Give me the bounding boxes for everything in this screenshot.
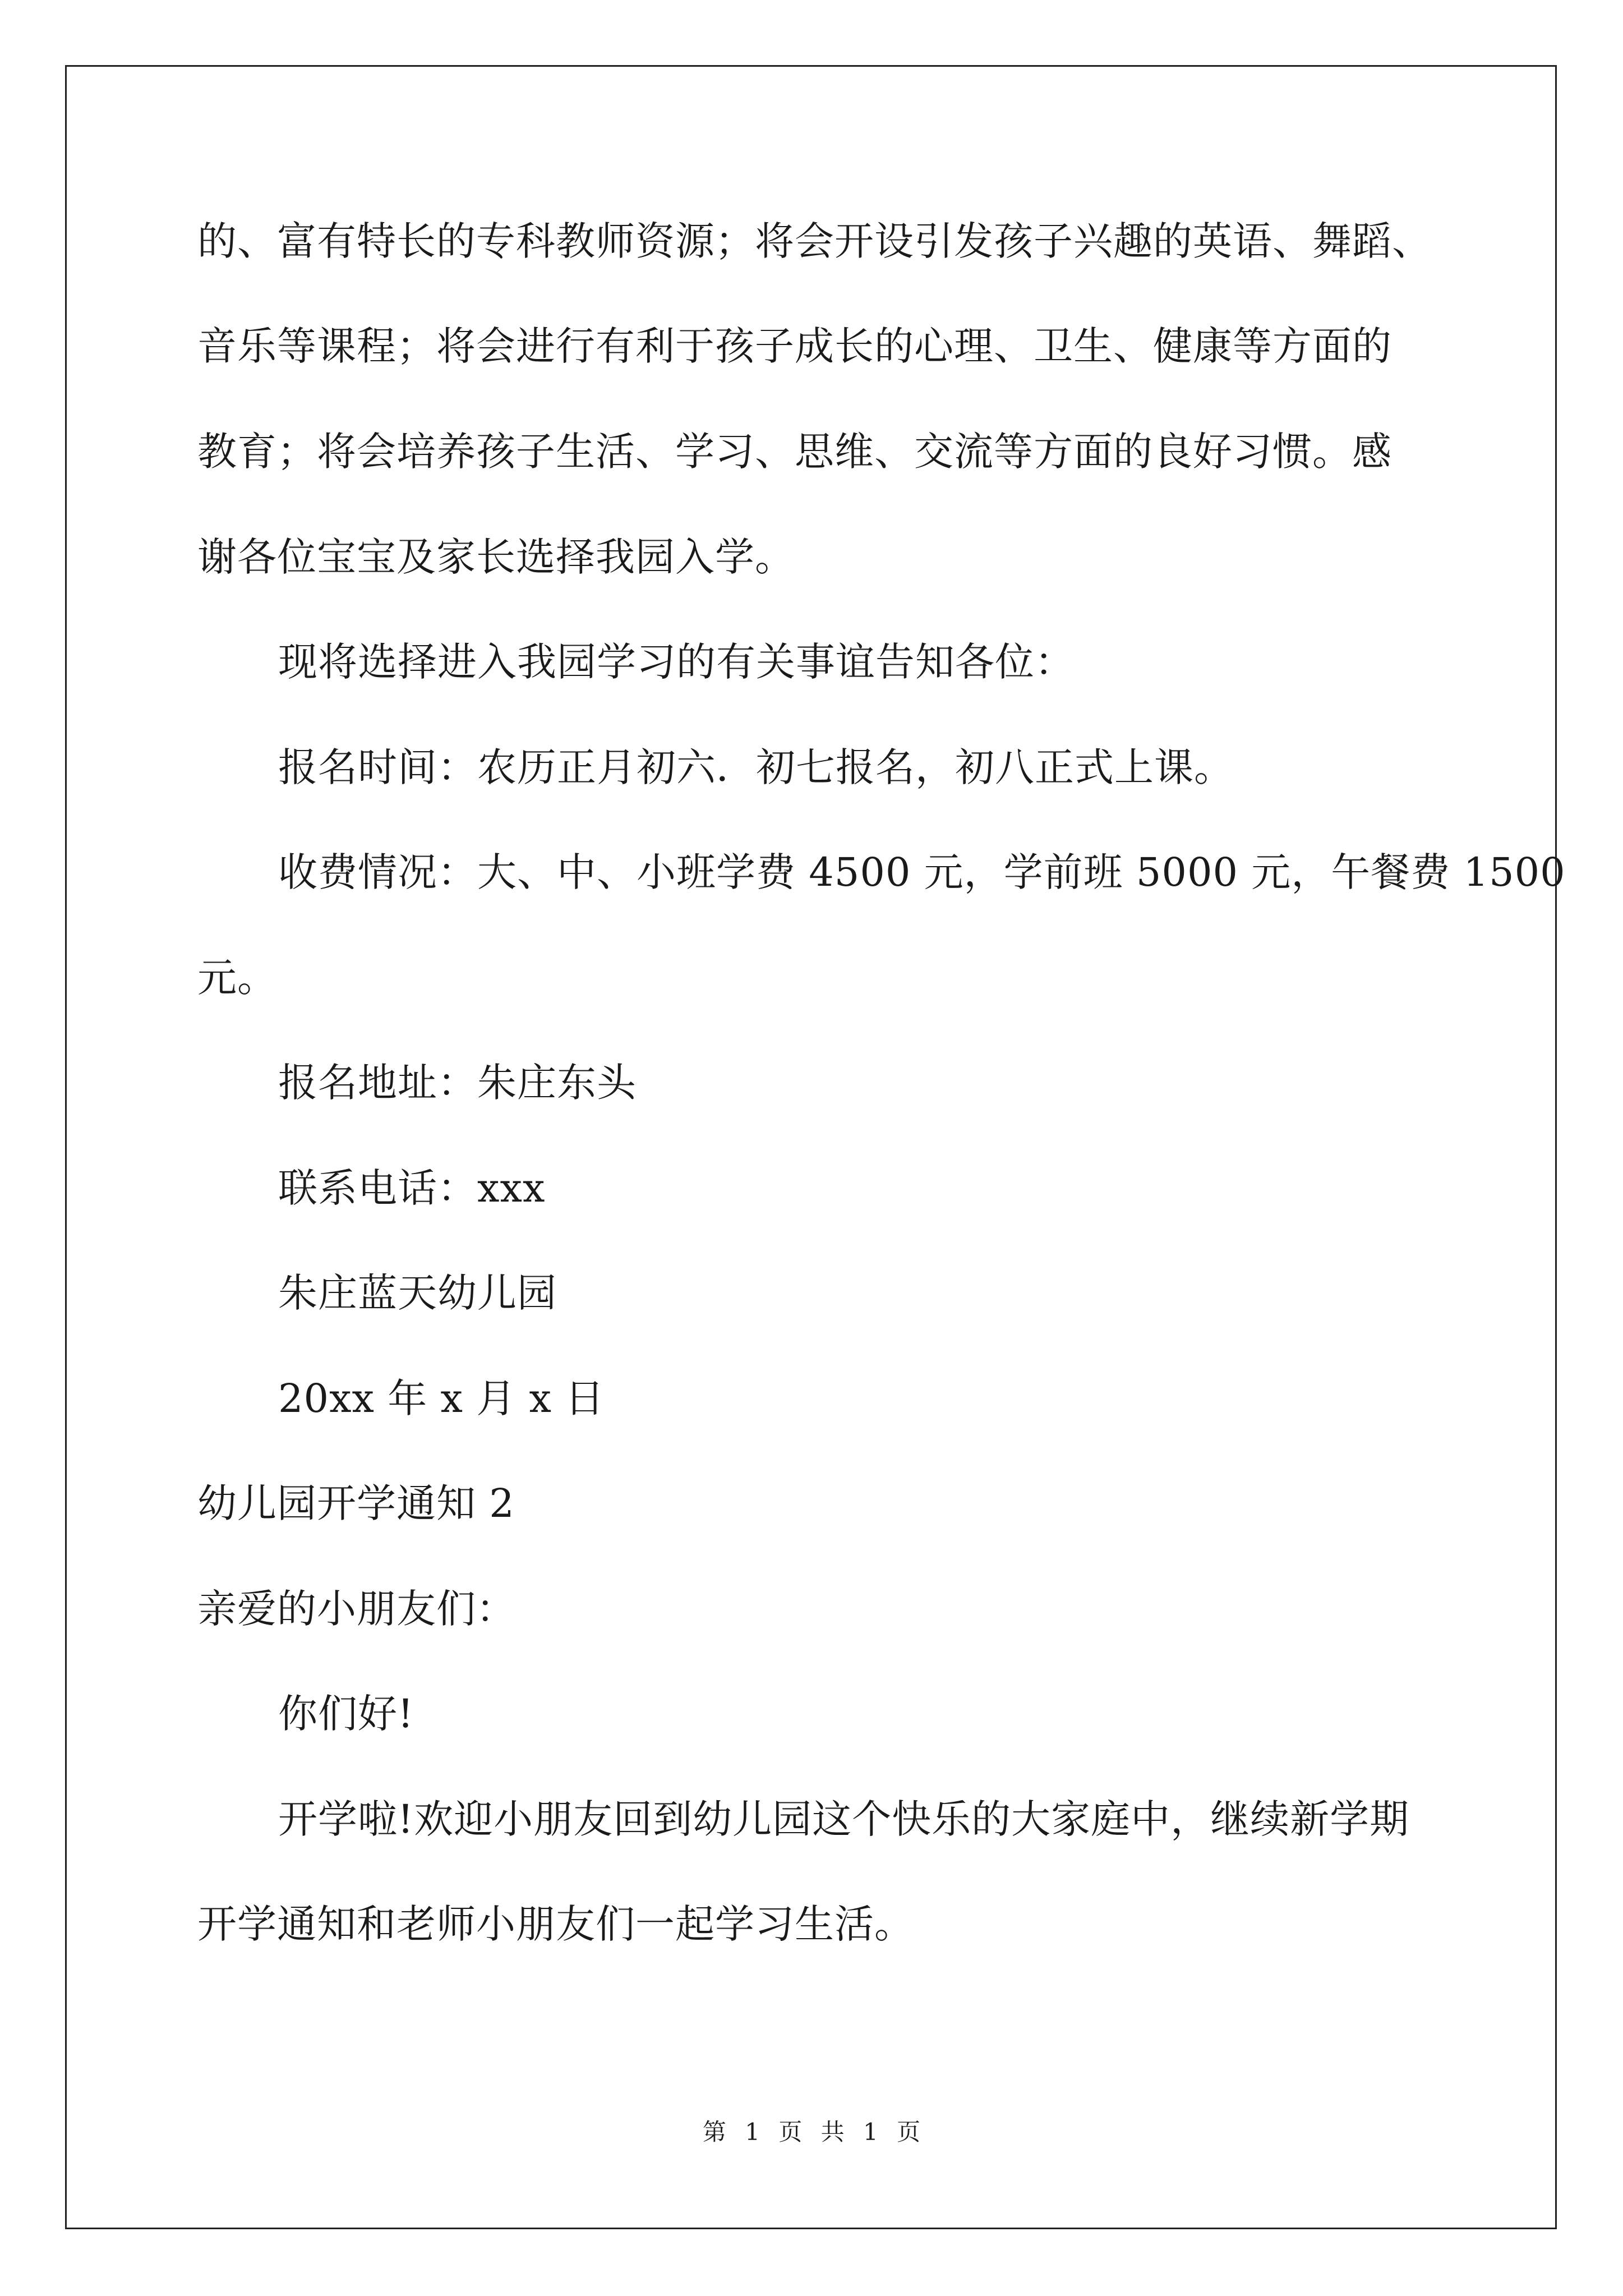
paragraph-line: 谢各位宝宝及家长选择我园入学。 <box>197 534 795 580</box>
contact-phone: 联系电话：xxx <box>278 1165 546 1211</box>
page-footer: 第 1 页 共 1 页 <box>702 2118 921 2146</box>
greeting: 亲爱的小朋友们： <box>197 1586 516 1632</box>
paragraph-line: 音乐等课程；将会进行有利于孩子成长的心理、卫生、健康等方面的 <box>197 323 1392 369</box>
paragraph-line: 教育；将会培养孩子生活、学习、思维、交流等方面的良好习惯。感 <box>197 429 1392 475</box>
intro-text: 现将选择进入我园学习的有关事谊告知各位： <box>278 639 1075 685</box>
paragraph-line: 开学啦!欢迎小朋友回到幼儿园这个快乐的大家庭中，继续新学期 <box>278 1796 1410 1842</box>
section-title: 幼儿园开学通知 2 <box>197 1480 515 1526</box>
paragraph-line: 开学通知和老师小朋友们一起学习生活。 <box>197 1901 914 1947</box>
hello-text: 你们好! <box>278 1691 414 1737</box>
registration-address: 报名地址：朱庄东头 <box>278 1060 637 1106</box>
paragraph-line: 的、富有特长的专科教师资源；将会开设引发孩子兴趣的英语、舞蹈、 <box>197 218 1432 264</box>
signature-organization: 朱庄蓝天幼儿园 <box>278 1270 557 1316</box>
fees-line: 元。 <box>197 955 277 1001</box>
fees-line: 收费情况：大、中、小班学费 4500 元，学前班 5000 元，午餐费 1500 <box>278 849 1566 895</box>
signature-date: 20xx 年 x 月 x 日 <box>278 1375 605 1421</box>
registration-time: 报名时间：农历正月初六．初七报名，初八正式上课。 <box>278 744 1234 790</box>
